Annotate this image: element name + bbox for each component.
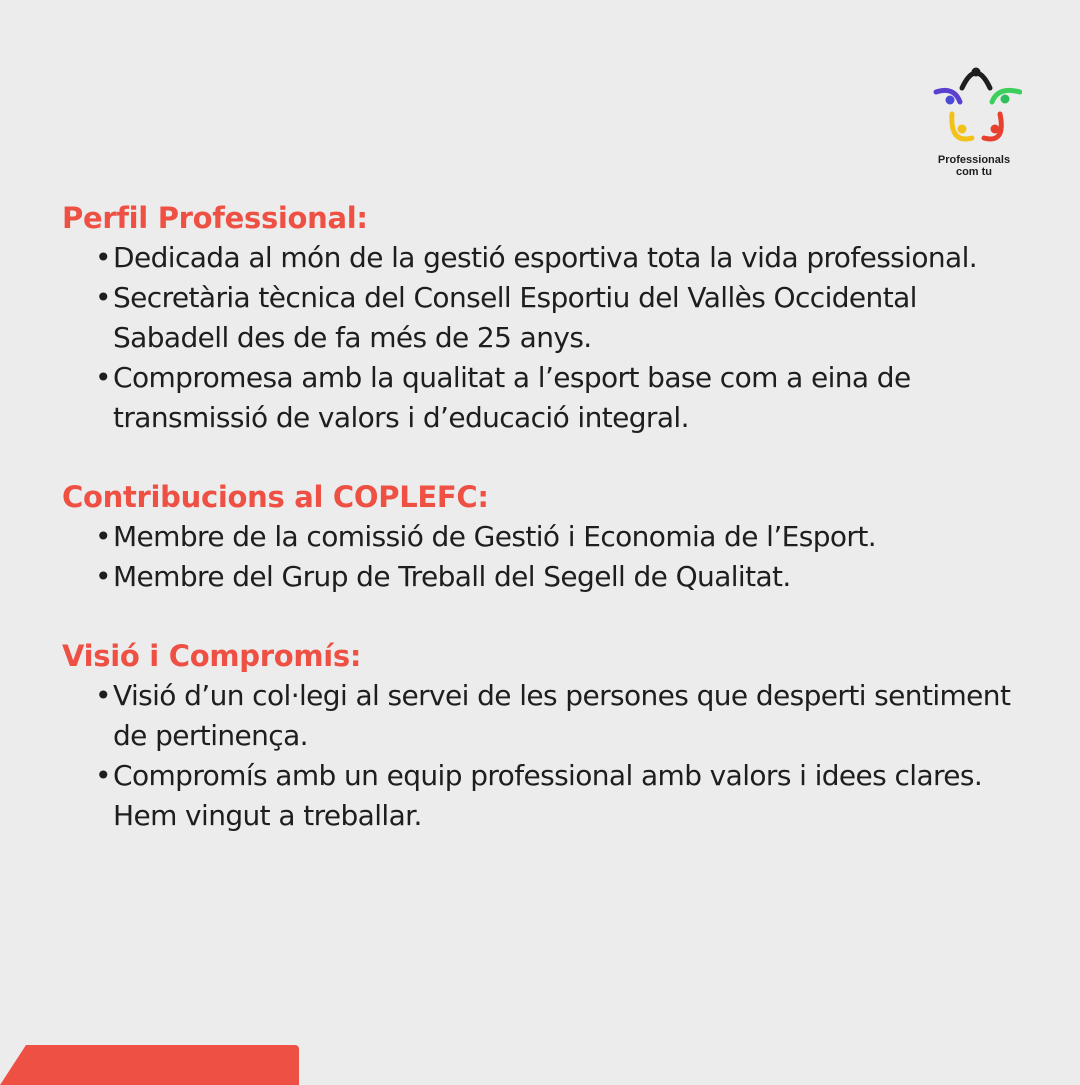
star-people-icon <box>926 58 1022 148</box>
logo <box>922 58 1026 182</box>
list-item-text: Dedicada al món de la gestió esportiva tota la vida professional. <box>113 241 978 274</box>
list-item <box>62 238 1022 278</box>
list-item-text: Visió d’un col·legi al servei de les persones que desperti sentiment de pertinença. <box>113 679 1011 752</box>
bullet-list <box>62 238 1022 438</box>
list-item-text: Membre del Grup de Treball del Segell de Qualitat. <box>113 560 791 593</box>
list-item-text: Compromís amb un equip professional amb valors i idees clares. Hem vingut a treballar. <box>113 759 983 832</box>
section-heading: Perfil Professional: <box>62 201 368 235</box>
section-heading: Visió i Compromís: <box>62 639 362 673</box>
bullet-icon: • <box>95 361 111 394</box>
accent-bar <box>0 1045 299 1085</box>
bullet-list <box>62 517 1022 597</box>
list-item <box>62 517 1022 557</box>
bullet-icon: • <box>95 241 111 274</box>
main-content <box>62 198 1022 875</box>
list-item-text: Compromesa amb la qualitat a l’esport base com a eina de transmissió de valors i d’educació integral. <box>113 361 911 434</box>
list-item <box>62 756 1022 836</box>
section-heading: Contribucions al COPLEFC: <box>62 480 489 514</box>
list-item <box>62 557 1022 597</box>
logo-line-2: com tu <box>955 166 993 178</box>
bullet-icon: • <box>95 560 111 593</box>
list-item-text: Secretària tècnica del Consell Esportiu del Vallès Occidental Sabadell des de fa més de 25 anys. <box>113 281 917 354</box>
bullet-list <box>62 676 1022 836</box>
bullet-icon: • <box>95 520 111 553</box>
section-perfil-professional <box>62 198 1022 438</box>
logo-line-1: Professionals <box>937 154 1011 166</box>
list-item-text: Membre de la comissió de Gestió i Economia de l’Esport. <box>113 520 877 553</box>
bullet-icon: • <box>95 281 111 314</box>
list-item <box>62 676 1022 756</box>
logo-text <box>922 154 1026 178</box>
bullet-icon: • <box>95 759 111 792</box>
bullet-icon: • <box>95 679 111 712</box>
list-item <box>62 278 1022 358</box>
section-contribucions <box>62 477 1022 597</box>
list-item <box>62 358 1022 438</box>
section-visio-compromis <box>62 636 1022 836</box>
